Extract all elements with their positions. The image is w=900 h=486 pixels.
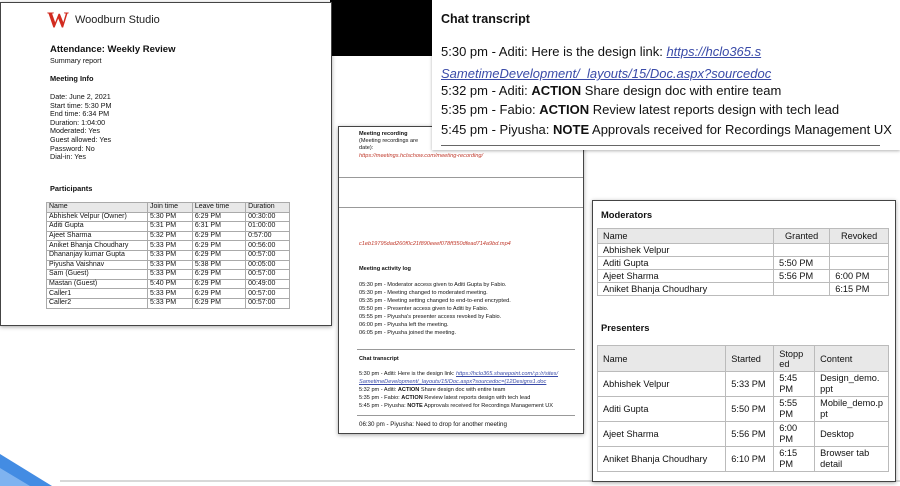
table-cell: 6:00 PM bbox=[774, 422, 815, 447]
section-divider bbox=[339, 177, 583, 178]
log-entry: 05:50 pm - Presenter access given to Aditi by Fabio. bbox=[359, 306, 489, 312]
section-divider bbox=[357, 349, 575, 350]
table-cell: Ajeet Sharma bbox=[598, 270, 774, 283]
table-cell: Ajeet Sharma bbox=[47, 231, 148, 241]
table-cell: 6:00 PM bbox=[830, 270, 889, 283]
report-title: Attendance: Weekly Review bbox=[50, 44, 176, 55]
design-link[interactable]: SametimeDevelopment/_layouts/15/Doc.aspx?sourcedoc={12Designs1.doc bbox=[359, 379, 547, 385]
chat-line: Approvals received for Recordings Management UX bbox=[422, 403, 554, 409]
decorative-corner-light bbox=[0, 468, 30, 486]
chat-line: 5:30 pm - Aditi: Here is the design link: bbox=[441, 44, 667, 59]
presenters-heading: Presenters bbox=[601, 322, 650, 333]
action-tag: ACTION bbox=[397, 387, 420, 393]
log-entry: 05:30 pm - Meeting changed to moderated meeting. bbox=[359, 290, 488, 296]
table-cell: Ajeet Sharma bbox=[598, 422, 726, 447]
table-cell: 6:29 PM bbox=[192, 279, 245, 289]
table-cell: 0:57:00 bbox=[246, 231, 290, 241]
recording-file[interactable]: c1eb19795dad260f0c21f890eeef078ff350dfead714a9bd.mp4 bbox=[359, 241, 511, 247]
log-entry: 06:05 pm - Piyusha joined the meeting. bbox=[359, 330, 457, 336]
table-cell: 5:32 PM bbox=[148, 231, 193, 241]
activity-log-heading: Meeting activity log bbox=[359, 266, 411, 272]
brand-name: Woodburn Studio bbox=[75, 14, 160, 26]
table-row bbox=[598, 244, 889, 257]
design-link[interactable]: https://hclo365.s bbox=[666, 44, 762, 59]
report-subtitle: Summary report bbox=[50, 56, 102, 65]
chat-line: Share design doc with entire team bbox=[581, 83, 782, 98]
table-header-row bbox=[598, 229, 889, 244]
table-cell: Aniket Bhanja Choudhary bbox=[598, 283, 774, 296]
note-tag: NOTE bbox=[553, 122, 590, 137]
table-row bbox=[47, 279, 290, 289]
info-line: Date: June 2, 2021 bbox=[50, 92, 111, 101]
design-link[interactable]: https://hclo365.sharepoint.com/:p:/r/sites/ bbox=[456, 371, 558, 377]
table-row bbox=[47, 289, 290, 299]
table-cell: Piyusha Vaishnav bbox=[47, 260, 148, 270]
table-cell: Aditi Gupta bbox=[47, 222, 148, 232]
table-cell: 5:56 PM bbox=[726, 422, 774, 447]
table-cell: Desktop bbox=[815, 422, 889, 447]
meeting-info-heading: Meeting Info bbox=[50, 74, 94, 83]
column-header: Name bbox=[47, 203, 148, 213]
table-cell: 5:40 PM bbox=[148, 279, 193, 289]
table-row bbox=[598, 372, 889, 397]
column-header: Content bbox=[815, 346, 889, 372]
table-cell: 5:30 PM bbox=[148, 212, 193, 222]
table-cell: Caller1 bbox=[47, 289, 148, 299]
column-header: Granted bbox=[774, 229, 830, 244]
table-row bbox=[598, 397, 889, 422]
meeting-details-doc bbox=[338, 126, 584, 434]
table-cell: 00:56:00 bbox=[246, 241, 290, 251]
table-row bbox=[47, 298, 290, 308]
info-line: Duration: 1:04:00 bbox=[50, 117, 106, 127]
chat-line: Share design doc with entire team bbox=[419, 387, 506, 393]
column-header: Started bbox=[726, 346, 774, 372]
table-cell: 5:50 PM bbox=[774, 257, 830, 270]
table-row bbox=[598, 447, 889, 472]
recording-heading: Meeting recording bbox=[359, 131, 408, 137]
column-header: Name bbox=[598, 229, 774, 244]
column-header: Revoked bbox=[830, 229, 889, 244]
brand-logo bbox=[47, 9, 160, 31]
table-cell: Abhishek Velpur bbox=[598, 244, 774, 257]
meeting-info bbox=[50, 93, 112, 162]
table-cell: Mastan (Guest) bbox=[47, 279, 148, 289]
log-entry: 05:55 pm - Piyusha's presenter access revoked by Fabio. bbox=[359, 314, 502, 320]
action-tag: ACTION bbox=[401, 395, 423, 401]
table-cell: Aditi Gupta bbox=[598, 397, 726, 422]
table-cell: 5:55 PM bbox=[774, 397, 815, 422]
table-row bbox=[598, 283, 889, 296]
table-cell: 5:45 PM bbox=[774, 372, 815, 397]
chat-line: Review latest reports design with tech lead bbox=[422, 395, 531, 401]
table-row bbox=[598, 422, 889, 447]
recording-note: date): bbox=[359, 145, 374, 151]
table-cell: 6:29 PM bbox=[192, 250, 245, 260]
moderators-presenters-doc bbox=[592, 200, 896, 482]
table-cell: Browser tab detail bbox=[815, 447, 889, 472]
table-header-row bbox=[598, 346, 889, 372]
table-row bbox=[47, 270, 290, 280]
table-cell: 5:33 PM bbox=[148, 289, 193, 299]
chat-line: Review latest reports design with tech lead bbox=[589, 102, 840, 117]
table-cell bbox=[830, 257, 889, 270]
attendance-report bbox=[0, 2, 332, 326]
table-row bbox=[47, 212, 290, 222]
table-cell: Sam (Guest) bbox=[47, 270, 148, 280]
table-cell: 01:00:00 bbox=[246, 222, 290, 232]
table-cell: 6:31 PM bbox=[192, 222, 245, 232]
table-cell: 6:29 PM bbox=[192, 298, 245, 308]
column-header: Join time bbox=[148, 203, 193, 213]
table-cell: Caller2 bbox=[47, 298, 148, 308]
table-row bbox=[47, 241, 290, 251]
chat-line: 5:32 pm - Aditi: bbox=[359, 387, 398, 393]
log-entry: 06:00 pm - Piyusha left the meeting. bbox=[359, 322, 449, 328]
table-cell: 5:33 PM bbox=[148, 260, 193, 270]
table-cell: 6:29 PM bbox=[192, 212, 245, 222]
chat-heading-small: Chat transcript bbox=[359, 356, 399, 362]
table-cell: Abhishek Velpur bbox=[598, 372, 726, 397]
table-row bbox=[47, 222, 290, 232]
table-cell: 00:57:00 bbox=[246, 270, 290, 280]
table-cell: 5:33 PM bbox=[148, 250, 193, 260]
chat-transcript-zoom bbox=[432, 0, 900, 150]
log-entry: 05:30 pm - Moderator access given to Aditi Gupta by Fabio. bbox=[359, 282, 507, 288]
table-cell: 6:29 PM bbox=[192, 289, 245, 299]
table-cell: 00:49:00 bbox=[246, 279, 290, 289]
info-line: Start time: 5:30 PM bbox=[50, 100, 112, 110]
table-cell: Abhishek Velpur (Owner) bbox=[47, 212, 148, 222]
action-tag: ACTION bbox=[539, 102, 590, 117]
table-cell: 6:10 PM bbox=[726, 447, 774, 472]
table-cell: 00:57:00 bbox=[246, 250, 290, 260]
table-cell bbox=[774, 244, 830, 257]
log-entry: 05:35 pm - Meeting setting changed to end-to-end encrypted. bbox=[359, 298, 511, 304]
logo-mark: W bbox=[47, 7, 69, 32]
table-row bbox=[598, 270, 889, 283]
table-header-row bbox=[47, 203, 290, 213]
chat-line: 5:30 pm - Aditi: Here is the design link: bbox=[359, 371, 457, 377]
section-divider bbox=[357, 415, 575, 416]
table-cell bbox=[830, 244, 889, 257]
recording-note: (Meeting recordings are bbox=[359, 138, 419, 144]
table-cell: Aniket Bhanja Choudhary bbox=[47, 241, 148, 251]
moderators-heading: Moderators bbox=[601, 209, 653, 220]
design-link[interactable]: SametimeDevelopment/_layouts/15/Doc.aspx?sourcedoc bbox=[441, 66, 772, 81]
table-cell: Dhananjay kumar Gupta bbox=[47, 250, 148, 260]
table-row bbox=[47, 260, 290, 270]
table-cell: 5:33 PM bbox=[726, 372, 774, 397]
table-cell: 5:38 PM bbox=[192, 260, 245, 270]
info-line: Dial-in: Yes bbox=[50, 152, 86, 162]
participants-table bbox=[46, 202, 290, 309]
moderators-table bbox=[597, 228, 889, 296]
table-row bbox=[47, 231, 290, 241]
table-cell: 6:29 PM bbox=[192, 241, 245, 251]
table-row bbox=[598, 257, 889, 270]
note-tag: NOTE bbox=[407, 403, 423, 409]
chat-line: 5:35 pm - Fabio: bbox=[441, 102, 540, 117]
table-cell: 6:15 PM bbox=[830, 283, 889, 296]
table-cell: 6:15 PM bbox=[774, 447, 815, 472]
presenters-table bbox=[597, 345, 889, 472]
chat-line: 06:30 pm - Piyusha: Need to drop for another meeting bbox=[359, 421, 507, 428]
table-cell: 00:30:00 bbox=[246, 212, 290, 222]
column-header: Duration bbox=[246, 203, 290, 213]
info-line: Password: No bbox=[50, 143, 95, 153]
chat-line: 5:45 pm - Piyusha: bbox=[441, 122, 553, 137]
participants-heading: Participants bbox=[50, 184, 93, 193]
recording-link[interactable]: https://meetings.hclschow.com/meeting-recording/ bbox=[359, 153, 484, 159]
section-divider bbox=[441, 145, 880, 146]
chat-line: 5:45 pm - Piyusha: bbox=[359, 403, 408, 409]
table-cell: 5:56 PM bbox=[774, 270, 830, 283]
section-divider bbox=[339, 207, 583, 208]
table-cell: 6:29 PM bbox=[192, 231, 245, 241]
table-cell bbox=[774, 283, 830, 296]
column-header: Leave time bbox=[192, 203, 245, 213]
table-cell: Design_demo. ppt bbox=[815, 372, 889, 397]
table-cell: 6:29 PM bbox=[192, 270, 245, 280]
column-header: Name bbox=[598, 346, 726, 372]
table-cell: Mobile_demo.p pt bbox=[815, 397, 889, 422]
info-line: Guest allowed: Yes bbox=[50, 134, 112, 144]
chat-heading: Chat transcript bbox=[441, 12, 530, 26]
table-row bbox=[47, 250, 290, 260]
table-cell: 00:57:00 bbox=[246, 289, 290, 299]
table-cell: 00:57:00 bbox=[246, 298, 290, 308]
info-line: Moderated: Yes bbox=[50, 126, 100, 136]
table-cell: Aditi Gupta bbox=[598, 257, 774, 270]
table-cell: 5:33 PM bbox=[148, 298, 193, 308]
table-cell: Aniket Bhanja Choudhary bbox=[598, 447, 726, 472]
chat-line: Approvals received for Recordings Management UX bbox=[589, 122, 892, 137]
table-cell: 5:33 PM bbox=[148, 270, 193, 280]
table-cell: 5:50 PM bbox=[726, 397, 774, 422]
table-cell: 00:05:00 bbox=[246, 260, 290, 270]
action-tag: ACTION bbox=[531, 83, 582, 98]
chat-line: 5:32 pm - Aditi: bbox=[441, 83, 532, 98]
column-header: Stopp ed bbox=[774, 346, 815, 372]
table-cell: 5:33 PM bbox=[148, 241, 193, 251]
info-line: End time: 6:34 PM bbox=[50, 109, 110, 119]
chat-line: 5:35 pm - Fabio: bbox=[359, 395, 402, 401]
table-cell: 5:31 PM bbox=[148, 222, 193, 232]
